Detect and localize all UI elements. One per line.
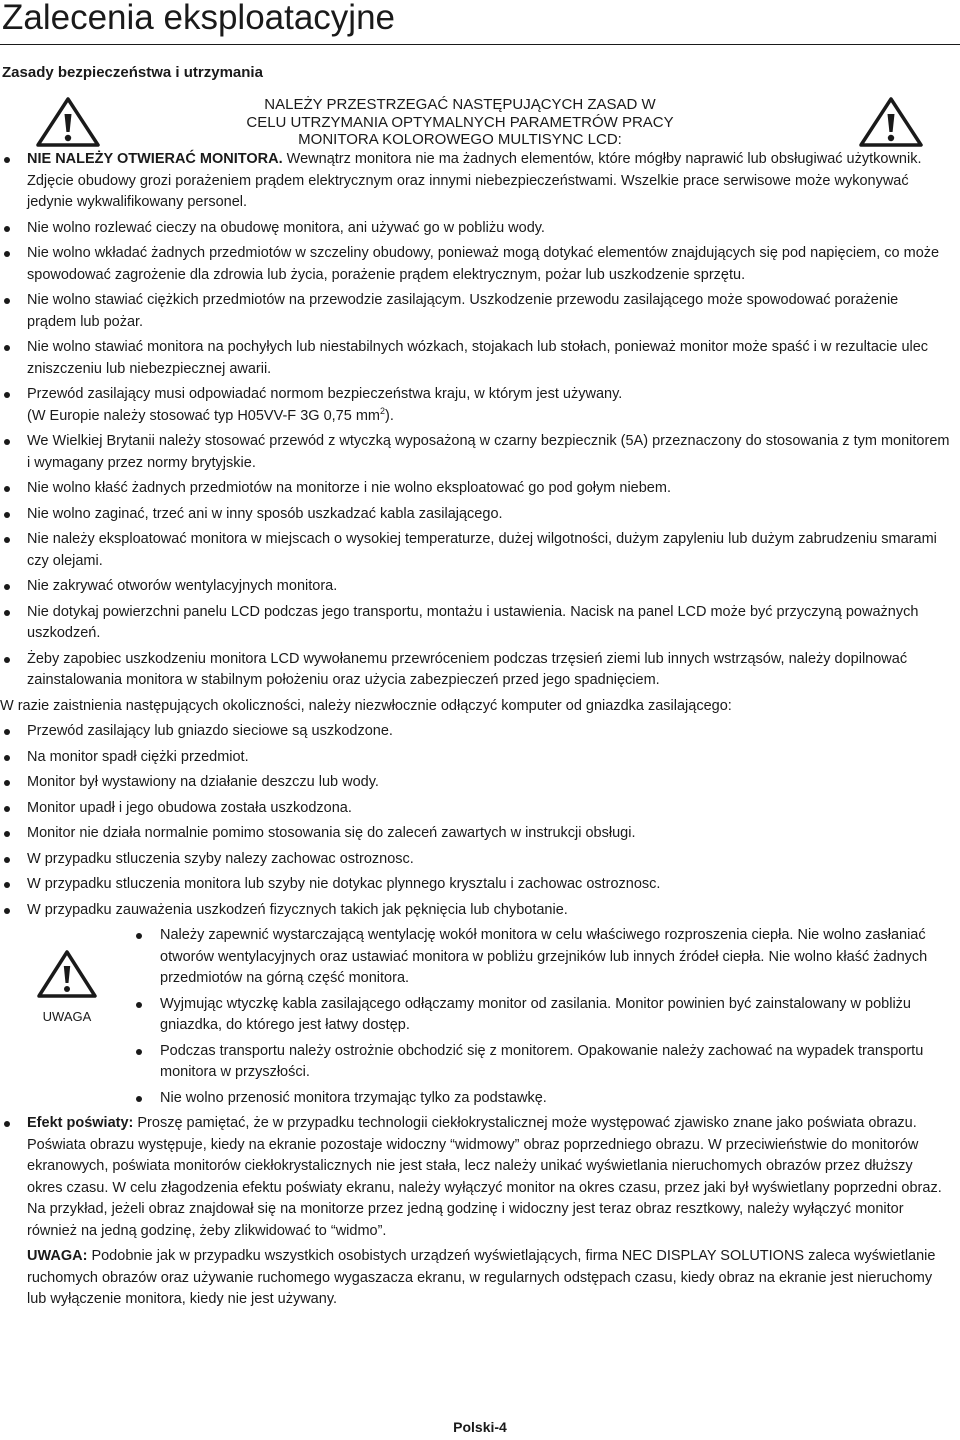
afterimage-list bbox=[0, 1113, 950, 1242]
caution-label: UWAGA bbox=[42, 1008, 92, 1024]
superscript: 2 bbox=[379, 405, 385, 416]
uwaga-text: Podobnie jak w przypadku wszystkich osobistych urządzeń wyświetlających, firma NEC DISPLAY SOLUTIONS zaleca wyświetlanie ruchomych obrazów oraz używanie ruchomego wygaszacza ekranu, w regularnych odstępach czasu, kiedy obraz na ekranie jest nieruchomy lub wyłączenie monitora, kiedy nie jest używany. bbox=[27, 1248, 936, 1307]
title-rule bbox=[0, 44, 960, 45]
rule-emphasis: NIE NALEŻY OTWIERAĆ MONITORA. bbox=[27, 151, 283, 167]
safety-rules-list bbox=[0, 149, 950, 692]
rule-text: (W Europie należy stosować typ H05VV-F 3G 0,75 mm bbox=[27, 407, 380, 424]
list-item: Podczas transportu należy ostrożnie obchodzić się z monitorem. Opakowanie należy zachować na wypadek transportu monitora w przyszłości. bbox=[133, 1041, 950, 1084]
list-item: Wyjmując wtyczkę kabla zasilającego odłączamy monitor od zasilania. Monitor powinien być zainstalowany w pobliżu gniazdka, do którego jest łatwy dostęp. bbox=[133, 994, 950, 1037]
page-number: Polski-4 bbox=[453, 1419, 507, 1435]
rule-text: ). bbox=[385, 407, 394, 424]
list-item: W przypadku stluczenia szyby nalezy zachowac ostroznosc. bbox=[0, 849, 950, 871]
list-item: We Wielkiej Brytanii należy stosować przewód z wtyczką wyposażoną w czarny bezpiecznik (5A) przeznaczony do stosowania z tym monitorem i wymagany przez normy brytyjskie. bbox=[0, 431, 950, 474]
list-item: Nie wolno kłaść żadnych przedmiotów na monitorze i nie wolno eksploatować go pod gołym niebem. bbox=[0, 478, 950, 500]
section-subtitle: Zasady bezpieczeństwa i utrzymania bbox=[2, 64, 263, 81]
list-item: Na monitor spadł ciężki przedmiot. bbox=[0, 747, 950, 769]
uwaga-note bbox=[0, 1246, 950, 1311]
list-item: Nie wolno przenosić monitora trzymając tylko za podstawkę. bbox=[133, 1088, 950, 1110]
list-item: Należy zapewnić wystarczającą wentylację wokół monitora w celu właściwego rozproszenia ciepła. Nie wolno zasłaniać otworów wentylacyjnych oraz ustawiać monitora w pobliżu grzejników lub innych źródeł ciepła. Nie wolno kłaść żadnych przedmiotów na górną część monitora. bbox=[133, 925, 950, 990]
warning-triangle-icon bbox=[35, 96, 101, 148]
list-item: Monitor upadł i jego obudowa została uszkodzona. bbox=[0, 798, 950, 820]
page-content bbox=[0, 149, 950, 1311]
list-item: Monitor był wystawiony na działanie deszczu lub wody. bbox=[0, 772, 950, 794]
list-item: Żeby zapobiec uszkodzeniu monitora LCD wywołanemu przewróceniem podczas trzęsień ziemi lub innych wstrząsów, należy dopilnować zainstalowania monitora w stabilnym położeniu oraz użycia zabezpieczeń przed jego spadnięciem. bbox=[0, 649, 950, 692]
list-item bbox=[0, 1113, 950, 1242]
notice-line: MONITORA KOLOROWEGO MULTISYNC LCD: bbox=[298, 131, 622, 148]
list-item: Nie wolno wkładać żadnych przedmiotów w szczeliny obudowy, ponieważ mogą dotykać elementów znajdujących się pod napięciem, co może spowodować zagrożenie dla zdrowia lub życia, porażenie prądem elektrycznym, pożar lub uszkodzenie sprzętu. bbox=[0, 243, 950, 286]
list-item: Nie wolno rozlewać cieczy na obudowę monitora, ani używać go w pobliżu wody. bbox=[0, 218, 950, 240]
list-item: Nie zakrywać otworów wentylacyjnych monitora. bbox=[0, 576, 950, 598]
warning-triangle-icon bbox=[858, 96, 924, 148]
list-item: Nie należy eksploatować monitora w miejscach o wysokiej temperaturze, dużej wilgotności, dużym zapyleniu lub dużym zabrudzeniu smarami czy olejami. bbox=[0, 529, 950, 572]
rule-text: Przewód zasilający musi odpowiadać normom bezpieczeństwa kraju, w którym jest używany. bbox=[27, 386, 623, 402]
uwaga-heading: UWAGA: bbox=[27, 1248, 88, 1264]
caution-block bbox=[0, 925, 950, 1109]
afterimage-text: Proszę pamiętać, że w przypadku technologii ciekłokrystalicznej może występować zjawisko znane jako poświata obrazu. Poświata obrazu występuje, kiedy na ekranie pozostaje widoczny “widmowy” obraz poprzedniego obrazu. W przeciwieństwie do monitorów ekranowych, poświata monitorów ciekłokrystalicznych nie jest stała, lecz należy unikać wyświetlania nieruchomych obrazów przez dłuższy okres czasu. W celu złagodzenia efektu poświaty ekranu, należy wyłączyć monitor na okres czasu, przez jaki był wyświetlany poprzedni obraz. Na przykład, jeżeli obraz znajdował się na monitorze przez jedną godzinę i widoczny jest teraz obraz resztkowy, należy wyłączyć monitor również na jedną godzinę, żeby zlikwidować to “widmo”. bbox=[27, 1115, 942, 1239]
caution-triangle-icon bbox=[36, 949, 98, 999]
caution-list bbox=[133, 925, 950, 1109]
list-item: Nie wolno stawiać ciężkich przedmiotów na przewodzie zasilającym. Uszkodzenie przewodu zasilającego może spowodować porażenie prądem lub pożar. bbox=[0, 290, 950, 333]
maintenance-notice bbox=[200, 96, 720, 149]
disconnect-list bbox=[0, 721, 950, 921]
list-item: Monitor nie działa normalnie pomimo stosowania się do zaleceń zawartych w instrukcji obsługi. bbox=[0, 823, 950, 845]
list-item: W przypadku zauważenia uszkodzeń fizycznych takich jak pęknięcia lub chybotanie. bbox=[0, 900, 950, 922]
notice-line: NALEŻY PRZESTRZEGAĆ NASTĘPUJĄCYCH ZASAD W bbox=[264, 96, 656, 113]
list-item bbox=[0, 149, 950, 214]
list-item: W przypadku stluczenia monitora lub szyby nie dotykac plynnego krysztalu i zachowac ostroznosc. bbox=[0, 874, 950, 896]
list-item: Przewód zasilający lub gniazdo sieciowe są uszkodzone. bbox=[0, 721, 950, 743]
rule-text: Wewnątrz monitora nie ma żadnych elementów, które mógłby naprawić lub obsługiwać użytkownik. Zdjęcie obudowy grozi porażeniem prądem elektrycznym oraz innymi niebezpieczeństwami. Wszelkie prace serwisowe może wykonywać jedynie wykwalifikowany personel. bbox=[27, 151, 922, 210]
list-item: Nie wolno stawiać monitora na pochyłych lub niestabilnych wózkach, stojakach lub stołach, ponieważ monitor może spaść i w rezultacie ulec zniszczeniu lub niebezpiecznej awarii. bbox=[0, 337, 950, 380]
notice-line: CELU UTRZYMANIA OPTYMALNYCH PARAMETRÓW PRACY bbox=[246, 113, 674, 131]
list-item bbox=[0, 384, 950, 427]
caution-badge bbox=[32, 949, 102, 1025]
list-item: Nie dotykaj powierzchni panelu LCD podczas jego transportu, montażu i ustawienia. Nacisk na panel LCD może być przyczyną poważnych uszkodzeń. bbox=[0, 602, 950, 645]
afterimage-heading: Efekt poświaty: bbox=[27, 1115, 134, 1131]
list-item: Nie wolno zaginać, trzeć ani w inny sposób uszkadzać kabla zasilającego. bbox=[0, 504, 950, 526]
disconnect-intro: W razie zaistnienia następujących okoliczności, należy niezwłocznie odłączyć komputer od gniazdka zasilającego: bbox=[0, 697, 732, 714]
page-title: Zalecenia eksploatacyjne bbox=[2, 0, 396, 37]
